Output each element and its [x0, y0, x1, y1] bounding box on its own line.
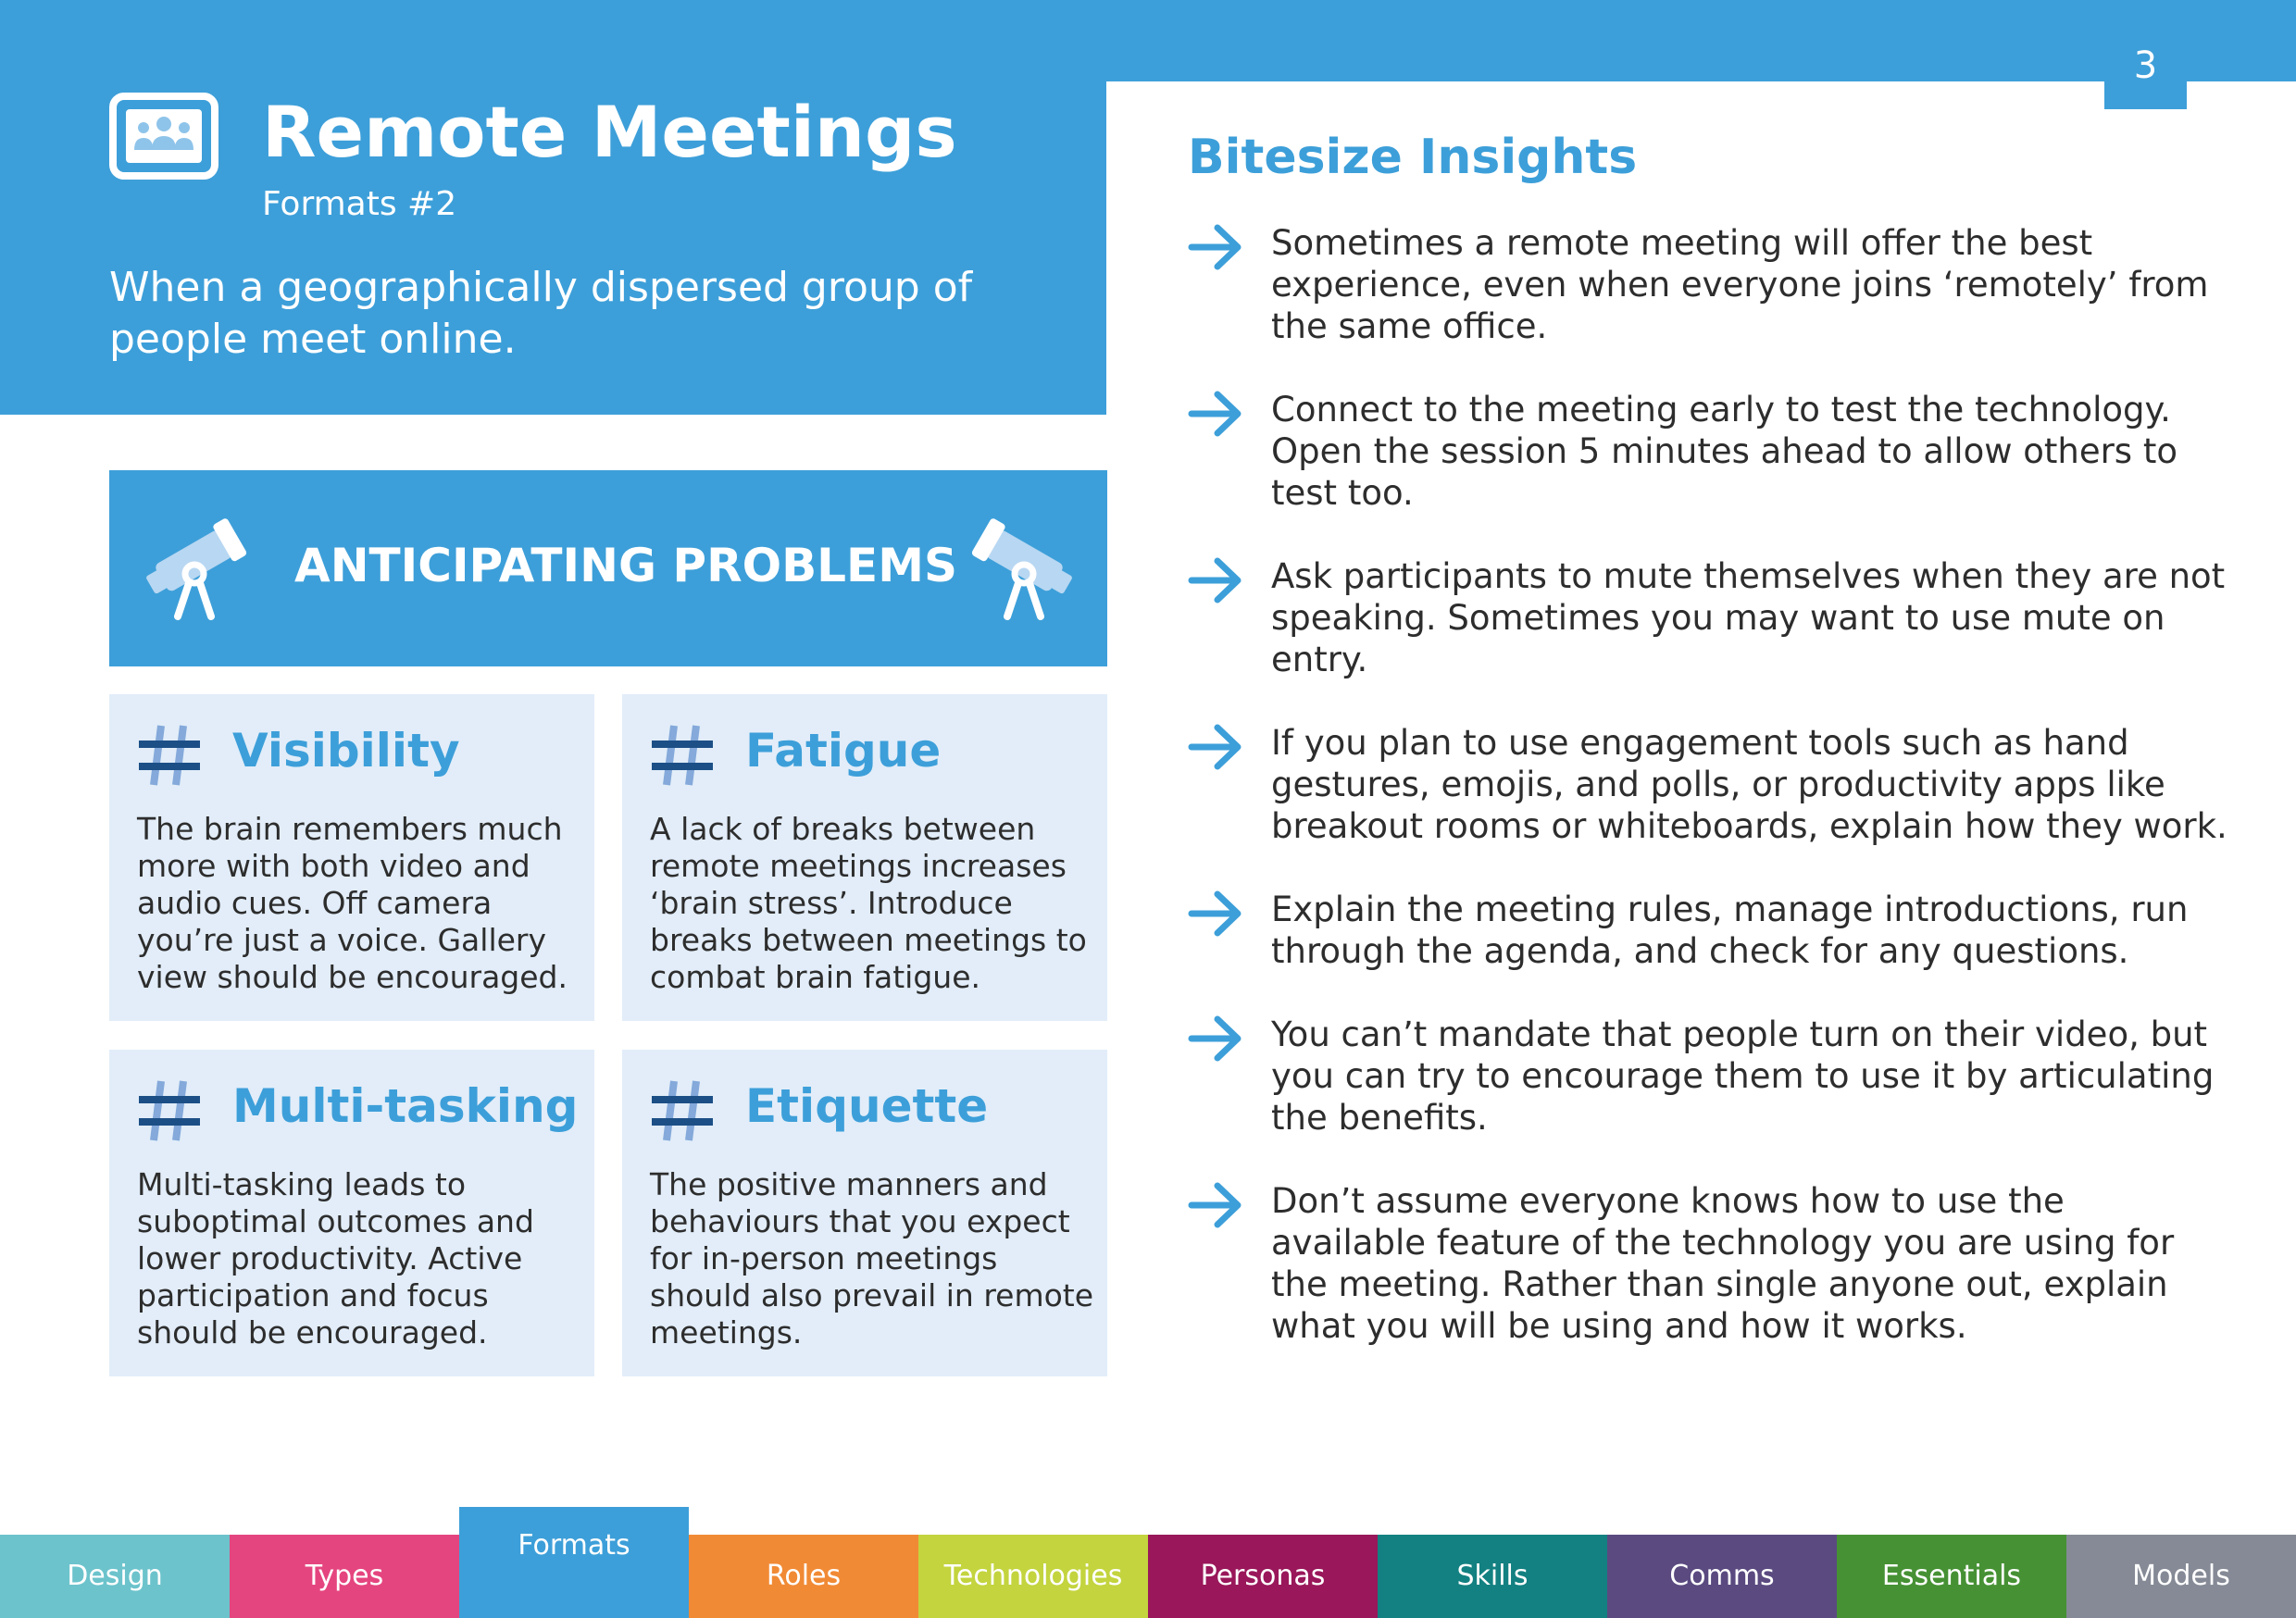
- problem-card-etiquette: [622, 1050, 1107, 1376]
- nav-tab-models[interactable]: Models: [2066, 1535, 2296, 1618]
- page-number: 3: [2133, 44, 2158, 87]
- page-subtitle: Formats #2: [262, 185, 457, 223]
- insights-title: Bitesize Insights: [1188, 130, 1638, 185]
- insight-text: Sometimes a remote meeting will offer the best experience, even when everyone joins ‘remotely’ from the same office.: [1271, 223, 2209, 346]
- page-title: Remote Meetings: [262, 91, 957, 173]
- card-body: The positive manners and behaviours that you expect for in-person meetings should also prevail in remote meetings.: [650, 1166, 1094, 1350]
- card-title: Fatigue: [745, 724, 942, 778]
- nav-tab-essentials[interactable]: Essentials: [1837, 1535, 2066, 1618]
- arrow-right-icon: [1188, 889, 1245, 939]
- arrow-right-icon: [1188, 1014, 1245, 1064]
- telescope-icon: [966, 517, 1081, 623]
- insight-text: Don’t assume everyone knows how to use the available feature of the technology you are using for the meeting. Rather than single anyone out, explain what you will be using and how it works.: [1271, 1181, 2175, 1346]
- problems-banner: [109, 470, 1107, 666]
- nav-tab-types[interactable]: Types: [230, 1535, 459, 1618]
- insight-text: Explain the meeting rules, manage introductions, run through the agenda, and check for any questions.: [1271, 890, 2189, 971]
- card-body: A lack of breaks between remote meetings increases ‘brain stress’. Introduce breaks between meetings to combat brain fatigue.: [650, 811, 1087, 995]
- nav-tab-comms[interactable]: Comms: [1607, 1535, 1837, 1618]
- group-video-icon: [109, 93, 218, 180]
- hashtag-icon: [137, 1079, 202, 1142]
- hashtag-icon: [137, 724, 202, 787]
- nav-tab-personas[interactable]: Personas: [1148, 1535, 1378, 1618]
- hashtag-icon: [650, 1079, 715, 1142]
- card-title: Multi-tasking: [232, 1079, 579, 1133]
- telescope-icon: [137, 517, 253, 623]
- insight-text: Connect to the meeting early to test the technology. Open the session 5 minutes ahead to allow others to test too.: [1271, 390, 2177, 513]
- insight-text: You can’t mandate that people turn on their video, but you can try to encourage them to use it by articulating the benefits.: [1271, 1014, 2215, 1138]
- page-description: When a geographically dispersed group of people meet online.: [109, 264, 973, 363]
- arrow-right-icon: [1188, 555, 1245, 605]
- nav-tab-roles[interactable]: Roles: [689, 1535, 918, 1618]
- insight-text: If you plan to use engagement tools such as hand gestures, emojis, and polls, or productivity apps like breakout rooms or whiteboards, explain how they work.: [1271, 723, 2227, 846]
- arrow-right-icon: [1188, 722, 1245, 772]
- problems-title: ANTICIPATING PROBLEMS: [294, 539, 957, 592]
- nav-tab-formats[interactable]: Formats: [459, 1507, 689, 1618]
- nav-tab-skills[interactable]: Skills: [1378, 1535, 1607, 1618]
- card-title: Visibility: [232, 724, 460, 778]
- problem-card-multi-tasking: [109, 1050, 594, 1376]
- problem-card-fatigue: [622, 694, 1107, 1021]
- card-body: Multi-tasking leads to suboptimal outcomes and lower productivity. Active participation and focus should be encouraged.: [137, 1166, 534, 1350]
- hashtag-icon: [650, 724, 715, 787]
- card-body: The brain remembers much more with both video and audio cues. Off camera you’re just a voice. Gallery view should be encouraged.: [137, 811, 568, 995]
- arrow-right-icon: [1188, 1180, 1245, 1230]
- problem-card-visibility: [109, 694, 594, 1021]
- insight-text: Ask participants to mute themselves when they are not speaking. Sometimes you may want to use mute on entry.: [1271, 556, 2226, 679]
- arrow-right-icon: [1188, 222, 1245, 272]
- nav-tab-design[interactable]: Design: [0, 1535, 230, 1618]
- nav-tab-technologies[interactable]: Technologies: [918, 1535, 1148, 1618]
- card-title: Etiquette: [745, 1079, 989, 1133]
- arrow-right-icon: [1188, 389, 1245, 439]
